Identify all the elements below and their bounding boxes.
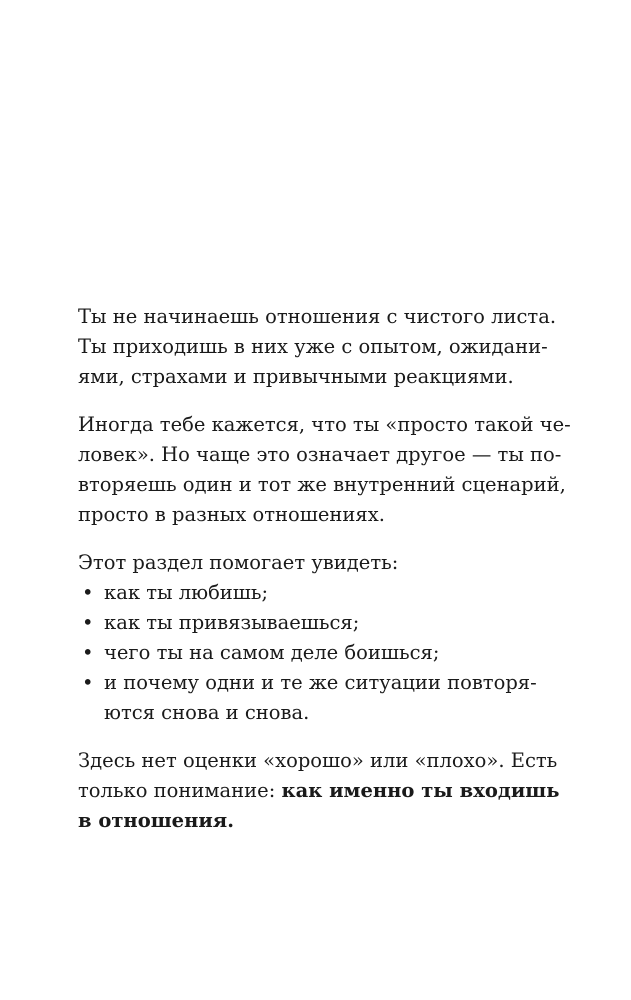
text-line [78, 776, 560, 806]
bullet-icon: • [82, 611, 94, 634]
list-item-continuation [78, 698, 528, 728]
list-item [78, 578, 528, 608]
list-item-text: как ты любишь; [104, 581, 269, 604]
list-item-text: чего ты на самом деле боишься; [104, 641, 440, 664]
list-intro: Этот раздел помогает увидеть: [78, 551, 399, 574]
paragraph-4 [78, 746, 560, 836]
emphasis-text: как именно ты входишь [281, 779, 560, 802]
text-line: Здесь нет оценки «хорошо» или «плохо». Есть [78, 749, 558, 772]
list-item-text: как ты привязываешься; [104, 611, 360, 634]
text-span: только понимание: [78, 779, 282, 802]
list-item [78, 668, 537, 698]
bullet-icon: • [82, 641, 94, 664]
text-line: Иногда тебе кажется, что ты «просто такой че- [78, 413, 571, 436]
paragraph-spacer [78, 728, 528, 746]
paragraph-3 [78, 548, 537, 728]
list-item [78, 638, 528, 668]
list-item-text: и почему одни и те же ситуации повторя- [104, 671, 537, 694]
list-item [78, 608, 528, 638]
text-line: просто в разных отношениях. [78, 503, 385, 526]
text-line: ловек». Но чаще это означает другое — ты по- [78, 443, 562, 466]
paragraph-1 [78, 302, 557, 392]
paragraph-spacer [78, 392, 528, 410]
list-item-text: ются снова и снова. [104, 701, 310, 724]
paragraph-spacer [78, 530, 528, 548]
emphasis-text: в отношения. [78, 809, 234, 832]
paragraph-2 [78, 410, 571, 530]
text-line: Ты не начинаешь отношения с чистого листа. [78, 305, 557, 328]
bullet-icon: • [82, 671, 94, 694]
text-line: ями, страхами и привычными реакциями. [78, 365, 514, 388]
bullet-icon: • [82, 581, 94, 604]
text-line: Ты приходишь в них уже с опытом, ожидани- [78, 335, 548, 358]
body-text [78, 302, 571, 836]
text-line: вторяешь один и тот же внутренний сценарий, [78, 473, 566, 496]
